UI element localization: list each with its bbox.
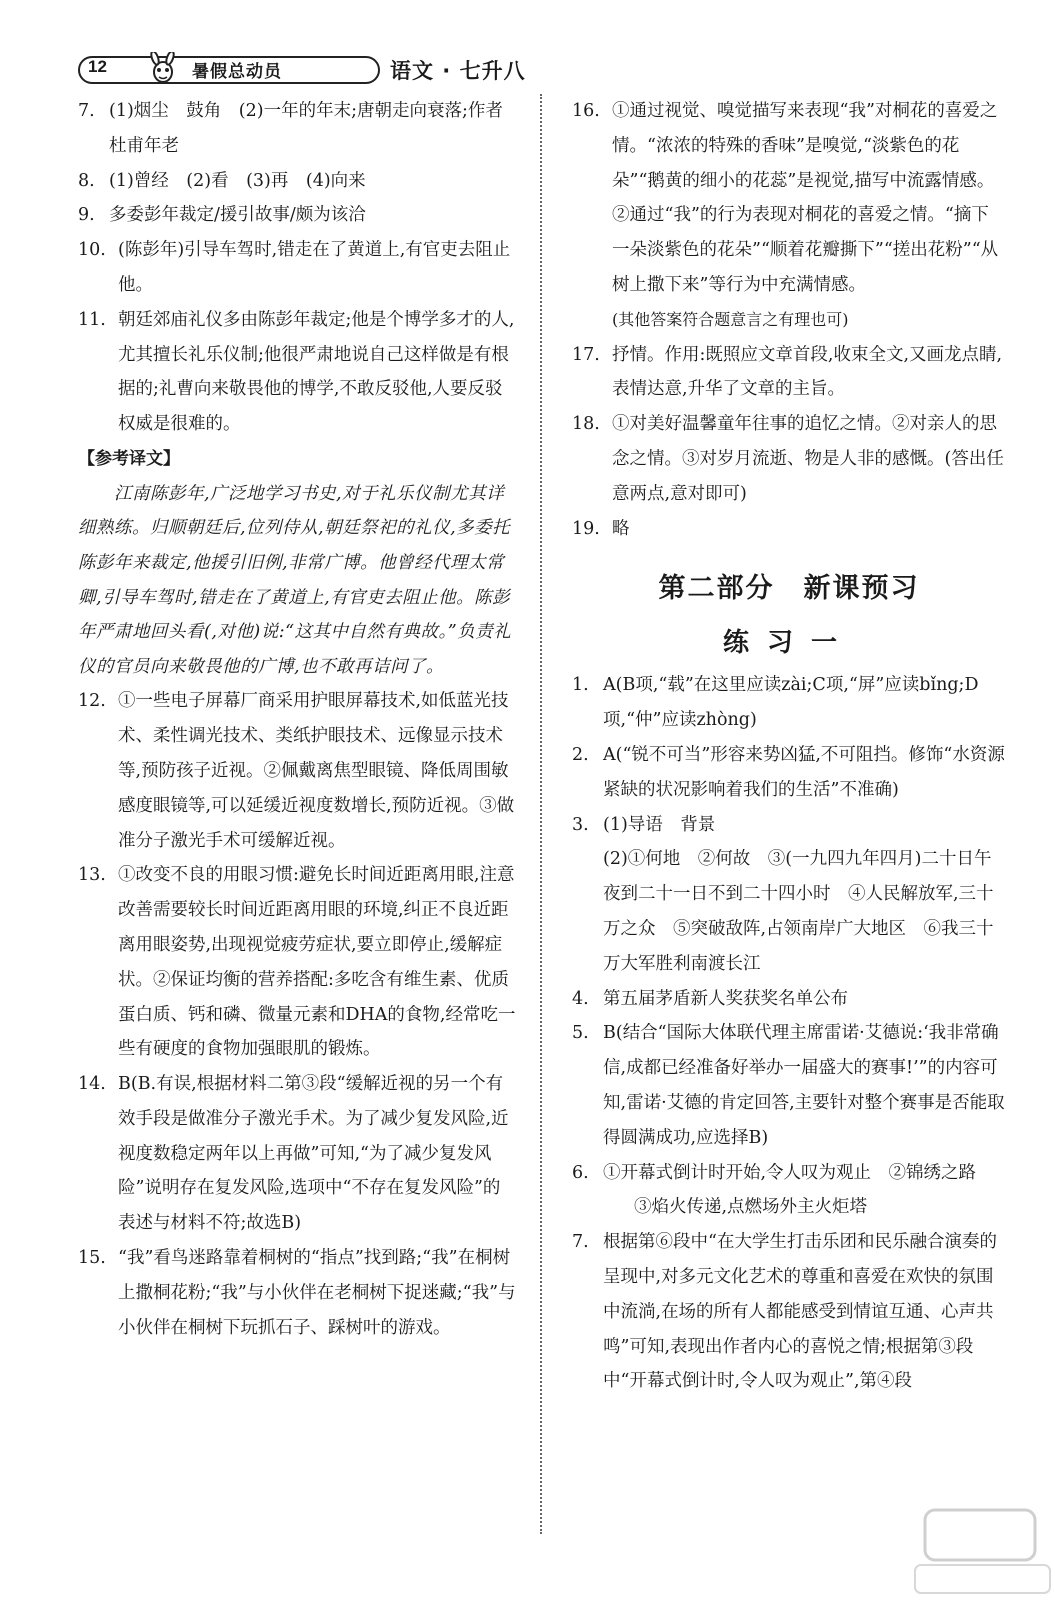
answer-item bbox=[572, 407, 1006, 511]
item-text: ①改变不良的用眼习惯:避免长时间近距离用眼,注意改善需要较长时间近距离用眼的环境,纠正不良近距离用眼姿势,出现视觉疲劳症状,要立即停止,缓解症状。②保证均衡的营养搭配:多吃含有维生素、优质蛋白质、钙和磷、微量元素和DHA的食物,经常吃一些有硬度的食物加强眼肌的锻炼。 bbox=[118, 865, 516, 1060]
item-text: 抒情。作用:既照应文章首段,收束全文,又画龙点睛,表情达意,升华了文章的主旨。 bbox=[612, 344, 1003, 400]
item-number: 2. bbox=[572, 744, 589, 765]
item-text: 朝廷郊庙礼仪多由陈彭年裁定;他是个博学多才的人,尤其擅长礼乐仪制;他很严肃地说自己这样做是有根据的;礼曹向来敬畏他的博学,不敢反驳他,人要反驳权威是很难的。 bbox=[118, 309, 515, 435]
item-text: ①通过视觉、嗅觉描写来表现“我”对桐花的喜爱之情。“浓浓的特殊的香味”是嗅觉,“淡紫色的花朵”“鹅黄的细小的花蕊”是视觉,描写中流露情感。②通过“我”的行为表现对桐花的喜爱之情。“摘下一朵淡紫色的花朵”“顺着花瓣撕下”“搓出花粉”“从树上撒下来”等行为中充满情感。 bbox=[612, 101, 999, 295]
answer-item bbox=[78, 198, 516, 233]
answer-item bbox=[572, 1016, 1006, 1155]
item-text: (1)导语 背景 bbox=[603, 814, 716, 835]
subject-title: 语文 · 七升八 bbox=[390, 59, 526, 83]
answer-item bbox=[78, 684, 516, 858]
answer-item bbox=[78, 303, 516, 442]
part-title: 第二部分 新课预习 bbox=[658, 573, 920, 605]
item-number: 10. bbox=[78, 240, 106, 261]
answer-item bbox=[572, 1156, 1006, 1226]
item-text: 根据第⑥段中“在大学生打击乐团和民乐融合演奏的呈现中,对多元文化艺术的尊重和喜爱在欢快的氛围中流淌,在场的所有人都能感受到情谊互通、心声共鸣”可知,表现出作者内心的喜悦之情;根据第③段中“开幕式倒计时,令人叹为观止”,第④段 bbox=[603, 1232, 997, 1392]
item-subtext: (2)①何地 ②何故 ③(一九四九年四月)二十日午夜到二十一日不到二十四小时 ④人民解放军,三十万之众 ⑤突破敌阵,占领南岸广大地区 ⑥我三十万大军胜利南渡长江 bbox=[603, 849, 994, 974]
brand-title: 暑假总动员 bbox=[192, 62, 282, 82]
item-subtext: ③焰火传递,点燃场外主火炬塔 bbox=[634, 1197, 868, 1218]
answer-item bbox=[78, 858, 516, 1067]
answer-item bbox=[572, 94, 1006, 338]
answer-item bbox=[78, 164, 516, 199]
answer-item bbox=[78, 233, 516, 303]
item-text: (1)烟尘 鼓角 (2)一年的年末;唐朝走向衰落;作者杜甫年老 bbox=[109, 101, 503, 156]
answer-item bbox=[572, 512, 1006, 547]
item-number: 4. bbox=[572, 988, 589, 1009]
left-column bbox=[78, 94, 516, 1345]
item-number: 8. bbox=[78, 170, 95, 191]
item-text: ①开幕式倒计时开始,令人叹为观止 ②锦绣之路 bbox=[603, 1162, 977, 1183]
item-text: B(结合“国际大体联代理主席雷诺·艾德说:‘我非常确信,成都已经准备好举办一届盛大的赛事!’”的内容可知,雷诺·艾德的肯定回答,主要针对整个赛事是否能取得圆满成功,应选择B) bbox=[603, 1023, 1005, 1148]
item-number: 13. bbox=[78, 865, 106, 886]
answer-item bbox=[572, 738, 1006, 808]
item-text: B(B.有误,根据材料二第③段“缓解近视的另一个有效手段是做准分子激光手术。为了减少复发风险,近视度数稳定两年以上再做”可知,“为了减少复发风险”说明存在复发风险,选项中“不存在复发风险”的表述与材料不符;故选B) bbox=[118, 1074, 509, 1234]
answer-item bbox=[78, 1067, 516, 1241]
item-text: A(B项,“载”在这里应读zài;C项,“屏”应读bǐng;D项,“仲”应读zhòng) bbox=[603, 675, 979, 731]
item-text: 多委彭年裁定/援引故事/颇为该洽 bbox=[109, 205, 366, 226]
answer-item bbox=[572, 982, 1006, 1017]
item-number: 7. bbox=[78, 101, 95, 121]
cartoon-mascot-icon bbox=[146, 52, 180, 86]
page-header bbox=[68, 52, 548, 88]
item-text: 略 bbox=[612, 518, 630, 539]
item-number: 5. bbox=[572, 1023, 589, 1044]
item-number: 16. bbox=[572, 101, 600, 121]
page-number: 12 bbox=[88, 57, 107, 76]
item-text: (陈彭年)引导车驾时,错走在了黄道上,有官吏去阻止他。 bbox=[118, 240, 511, 295]
watermark-logo-icon bbox=[895, 1490, 1055, 1600]
answer-item bbox=[572, 1225, 1006, 1399]
item-text: A(“锐不可当”形容来势凶猛,不可阻挡。修饰“水资源紧缺的状况影响着我们的生活”不准确) bbox=[603, 744, 1005, 800]
exercise-title: 练习一 bbox=[722, 628, 855, 659]
item-number: 12. bbox=[78, 691, 106, 712]
right-column bbox=[572, 94, 1006, 1399]
item-number: 9. bbox=[78, 205, 95, 226]
answer-item bbox=[78, 94, 516, 164]
answer-item bbox=[572, 668, 1006, 738]
item-number: 19. bbox=[572, 518, 600, 539]
item-number: 15. bbox=[78, 1248, 106, 1269]
item-text: (1)曾经 (2)看 (3)再 (4)向来 bbox=[109, 170, 366, 191]
item-number: 3. bbox=[572, 814, 589, 835]
item-number: 17. bbox=[572, 344, 600, 365]
item-text: ①对美好温馨童年往事的追忆之情。②对亲人的思念之情。③对岁月流逝、物是人非的感慨。(答出任意两点,意对即可) bbox=[612, 414, 1004, 504]
item-number: 14. bbox=[78, 1074, 106, 1095]
answer-item bbox=[572, 338, 1006, 408]
item-number: 18. bbox=[572, 414, 600, 435]
item-text: ①一些电子屏幕厂商采用护眼屏幕技术,如低蓝光技术、柔性调光技术、类纸护眼技术、远像显示技术等,预防孩子近视。②佩戴离焦型眼镜、降低周围敏感度眼镜等,可以延缓近视度数增长,预防近视。③做准分子激光手术可缓解近视。 bbox=[118, 691, 515, 851]
item-number: 6. bbox=[572, 1162, 589, 1183]
answer-item bbox=[78, 1241, 516, 1345]
reference-heading: 【参考译文】 bbox=[78, 448, 180, 469]
reference-translation: 江南陈彭年,广泛地学习书史,对于礼乐仪制尤其详细熟练。归顺朝廷后,位列侍从,朝廷祭祀的礼仪,多委托陈彭年来裁定,他援引旧例,非常广博。他曾经代理太常卿,引导车驾时,错走在了黄道上,有官吏去阻止他。陈彭年严肃地回头看(,对他)说:“这其中自然有典故。”负责礼仪的官员向来敬畏他的广博,也不敢再诘问了。 bbox=[78, 483, 512, 677]
answer-item bbox=[572, 808, 1006, 982]
item-text: 第五届茅盾新人奖获奖名单公布 bbox=[603, 988, 848, 1009]
item-number: 11. bbox=[78, 309, 106, 330]
item-number: 7. bbox=[572, 1232, 589, 1253]
item-text: “我”看鸟迷路靠着桐树的“指点”找到路;“我”在桐树上撒桐花粉;“我”与小伙伴在老桐树下捉迷藏;“我”与小伙伴在桐树下玩抓石子、踩树叶的游戏。 bbox=[118, 1248, 516, 1338]
item-note: (其他答案符合题意言之有理也可) bbox=[612, 309, 849, 329]
column-divider bbox=[540, 94, 542, 1534]
item-number: 1. bbox=[572, 675, 589, 696]
